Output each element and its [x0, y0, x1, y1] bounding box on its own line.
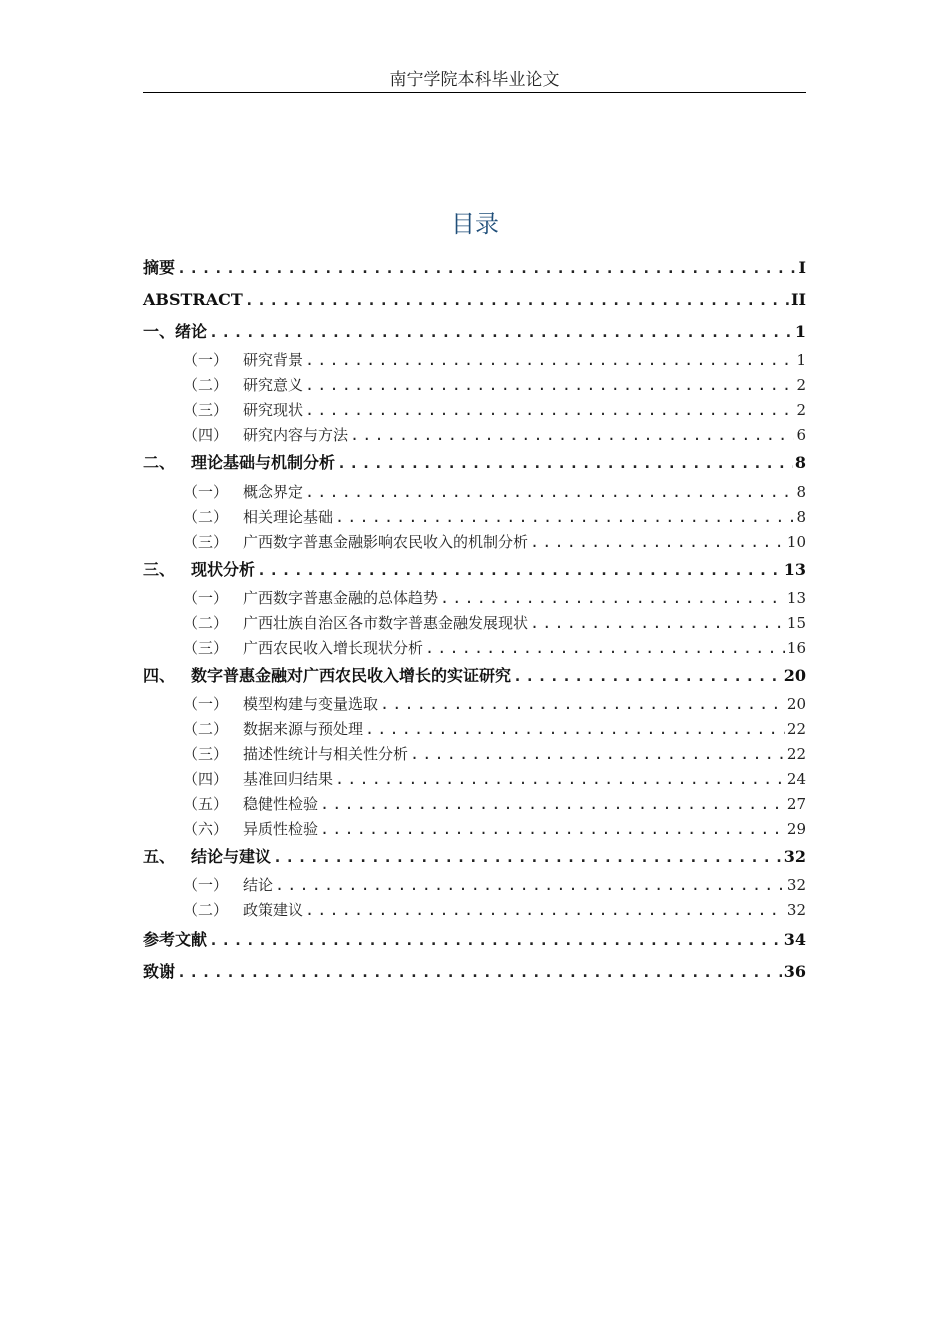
leader-dots	[350, 423, 794, 447]
toc-entry-number: （一）	[183, 483, 229, 501]
toc-entry-page: 32	[786, 901, 806, 919]
toc-entry-number: （四）	[183, 770, 229, 788]
toc-entry-page: 8	[796, 483, 806, 501]
toc-entry-section-4-6[interactable]	[143, 817, 806, 841]
toc-entry-section-2-3[interactable]	[143, 530, 806, 554]
toc-entry-section-2-1[interactable]	[143, 480, 806, 504]
toc-entry-page: 16	[786, 639, 806, 657]
toc-entry-number: （二）	[183, 901, 229, 919]
leader-dots	[530, 611, 785, 635]
toc-entry-page: 22	[786, 745, 806, 763]
leader-dots	[337, 451, 793, 475]
leader-dots	[335, 505, 794, 529]
toc-entry-number: （二）	[183, 614, 229, 632]
toc-entry-abstract-cn[interactable]	[143, 256, 806, 280]
toc-entry-text: 广西壮族自治区各市数字普惠金融发展现状	[243, 614, 529, 632]
toc-entry-text: 参考文献	[143, 930, 208, 949]
toc-entry-text: 政策建议	[243, 901, 304, 919]
toc-entry-section-3-1[interactable]	[143, 586, 806, 610]
toc-entry-chapter-5[interactable]	[143, 845, 806, 869]
leader-dots	[209, 928, 782, 952]
toc-entry-page: I	[798, 258, 806, 277]
toc-entry-chapter-3[interactable]	[143, 558, 806, 582]
toc-entry-text: 广西数字普惠金融的总体趋势	[243, 589, 439, 607]
toc-entry-text: 研究现状	[243, 401, 304, 419]
toc-entry-text: 结论与建议	[191, 847, 272, 866]
leader-dots	[365, 717, 785, 741]
toc-entry-references[interactable]	[143, 928, 806, 952]
leader-dots	[320, 792, 785, 816]
toc-entry-section-5-2[interactable]	[143, 898, 806, 922]
toc-entry-page: 2	[796, 401, 806, 419]
leader-dots	[305, 348, 794, 372]
leader-dots	[410, 742, 785, 766]
toc-entry-number: （二）	[183, 720, 229, 738]
toc-entry-number: 三、	[143, 560, 176, 579]
leader-dots	[177, 960, 782, 984]
toc-entry-section-4-1[interactable]	[143, 692, 806, 716]
toc-entry-text: 稳健性检验	[243, 795, 319, 813]
toc-entry-chapter-2[interactable]	[143, 451, 806, 475]
toc-entry-page: 8	[794, 453, 806, 472]
toc-entry-text: 绪论	[175, 322, 208, 341]
toc-entry-number: （五）	[183, 795, 229, 813]
toc-entry-number: 五、	[143, 847, 176, 866]
toc-entry-section-3-3[interactable]	[143, 636, 806, 660]
toc-entry-text: 理论基础与机制分析	[191, 453, 336, 472]
leader-dots	[425, 636, 785, 660]
toc-entry-section-3-2[interactable]	[143, 611, 806, 635]
toc-entry-number: （一）	[183, 695, 229, 713]
toc-entry-abstract-en[interactable]	[143, 288, 806, 312]
toc-entry-section-1-1[interactable]	[143, 348, 806, 372]
toc-entry-page: 1	[796, 351, 806, 369]
leader-dots	[275, 873, 785, 897]
toc-entry-acknowledgements[interactable]	[143, 960, 806, 984]
toc-entry-chapter-1[interactable]	[143, 320, 806, 344]
leader-dots	[209, 320, 793, 344]
toc-entry-number: （一）	[183, 351, 229, 369]
toc-entry-text: 广西农民收入增长现状分析	[243, 639, 424, 657]
toc-entry-number: （六）	[183, 820, 229, 838]
leader-dots	[513, 664, 782, 688]
leader-dots	[273, 845, 782, 869]
toc-entry-text: ABSTRACT	[143, 290, 243, 309]
toc-entry-text: 数据来源与预处理	[243, 720, 364, 738]
toc-entry-page: 13	[783, 560, 806, 579]
toc-entry-page: 1	[794, 322, 806, 341]
leader-dots	[380, 692, 785, 716]
toc-entry-text: 结论	[243, 876, 274, 894]
leader-dots	[177, 256, 797, 280]
toc-entry-page: 15	[786, 614, 806, 632]
table-of-contents	[143, 0, 806, 1000]
toc-entry-page: 24	[786, 770, 806, 788]
toc-entry-page: 32	[786, 876, 806, 894]
toc-entry-text: 相关理论基础	[243, 508, 334, 526]
leader-dots	[320, 817, 785, 841]
toc-entry-page: 22	[786, 720, 806, 738]
toc-entry-section-4-2[interactable]	[143, 717, 806, 741]
toc-entry-section-2-2[interactable]	[143, 505, 806, 529]
toc-entry-page: 8	[796, 508, 806, 526]
toc-entry-chapter-4[interactable]	[143, 664, 806, 688]
toc-entry-number: （二）	[183, 508, 229, 526]
toc-entry-section-4-4[interactable]	[143, 767, 806, 791]
toc-title: 目录	[451, 210, 499, 238]
toc-entry-section-5-1[interactable]	[143, 873, 806, 897]
toc-entry-text: 广西数字普惠金融影响农民收入的机制分析	[243, 533, 529, 551]
toc-entry-page: 20	[786, 695, 806, 713]
toc-entry-page: 2	[796, 376, 806, 394]
leader-dots	[245, 288, 789, 312]
toc-entry-section-1-4[interactable]	[143, 423, 806, 447]
toc-entry-text: 基准回归结果	[243, 770, 334, 788]
toc-entry-text: 研究内容与方法	[243, 426, 349, 444]
toc-entry-number: 四、	[143, 666, 176, 685]
toc-entry-text: 摘要	[143, 258, 176, 277]
leader-dots	[305, 398, 794, 422]
toc-entry-page: 36	[783, 962, 806, 981]
toc-entry-text: 异质性检验	[243, 820, 319, 838]
leader-dots	[440, 586, 785, 610]
toc-entry-text: 致谢	[143, 962, 176, 981]
leader-dots	[335, 767, 785, 791]
leader-dots	[305, 898, 785, 922]
leader-dots	[305, 480, 794, 504]
leader-dots	[257, 558, 782, 582]
toc-entry-text: 概念界定	[243, 483, 304, 501]
leader-dots	[530, 530, 785, 554]
toc-entry-page: 10	[786, 533, 806, 551]
toc-entry-number: （三）	[183, 533, 229, 551]
toc-entry-section-4-5[interactable]	[143, 792, 806, 816]
toc-entry-text: 研究意义	[243, 376, 304, 394]
toc-entry-page: 6	[796, 426, 806, 444]
toc-entry-text: 描述性统计与相关性分析	[243, 745, 409, 763]
toc-entry-page: 27	[786, 795, 806, 813]
toc-entry-number: （三）	[183, 639, 229, 657]
toc-entry-page: 32	[783, 847, 806, 866]
toc-entry-text: 数字普惠金融对广西农民收入增长的实证研究	[191, 666, 512, 685]
toc-entry-number: 二、	[143, 453, 176, 472]
toc-entry-section-1-3[interactable]	[143, 398, 806, 422]
toc-entry-section-1-2[interactable]	[143, 373, 806, 397]
page-header: 南宁学院本科毕业论文	[143, 68, 806, 93]
toc-entry-number: （四）	[183, 426, 229, 444]
toc-entry-text: 模型构建与变量选取	[243, 695, 379, 713]
toc-entry-page: II	[791, 290, 806, 309]
toc-entry-number: （二）	[183, 376, 229, 394]
toc-entry-text: 研究背景	[243, 351, 304, 369]
toc-entry-page: 20	[783, 666, 806, 685]
leader-dots	[305, 373, 794, 397]
toc-entry-page: 34	[783, 930, 806, 949]
toc-entry-number: （一）	[183, 876, 229, 894]
toc-entry-section-4-3[interactable]	[143, 742, 806, 766]
toc-entry-number: （一）	[183, 589, 229, 607]
toc-entry-number: 一、	[143, 322, 176, 341]
toc-entry-page: 13	[786, 589, 806, 607]
toc-entry-number: （三）	[183, 745, 229, 763]
toc-entry-number: （三）	[183, 401, 229, 419]
toc-entry-page: 29	[786, 820, 806, 838]
toc-entry-text: 现状分析	[191, 560, 256, 579]
